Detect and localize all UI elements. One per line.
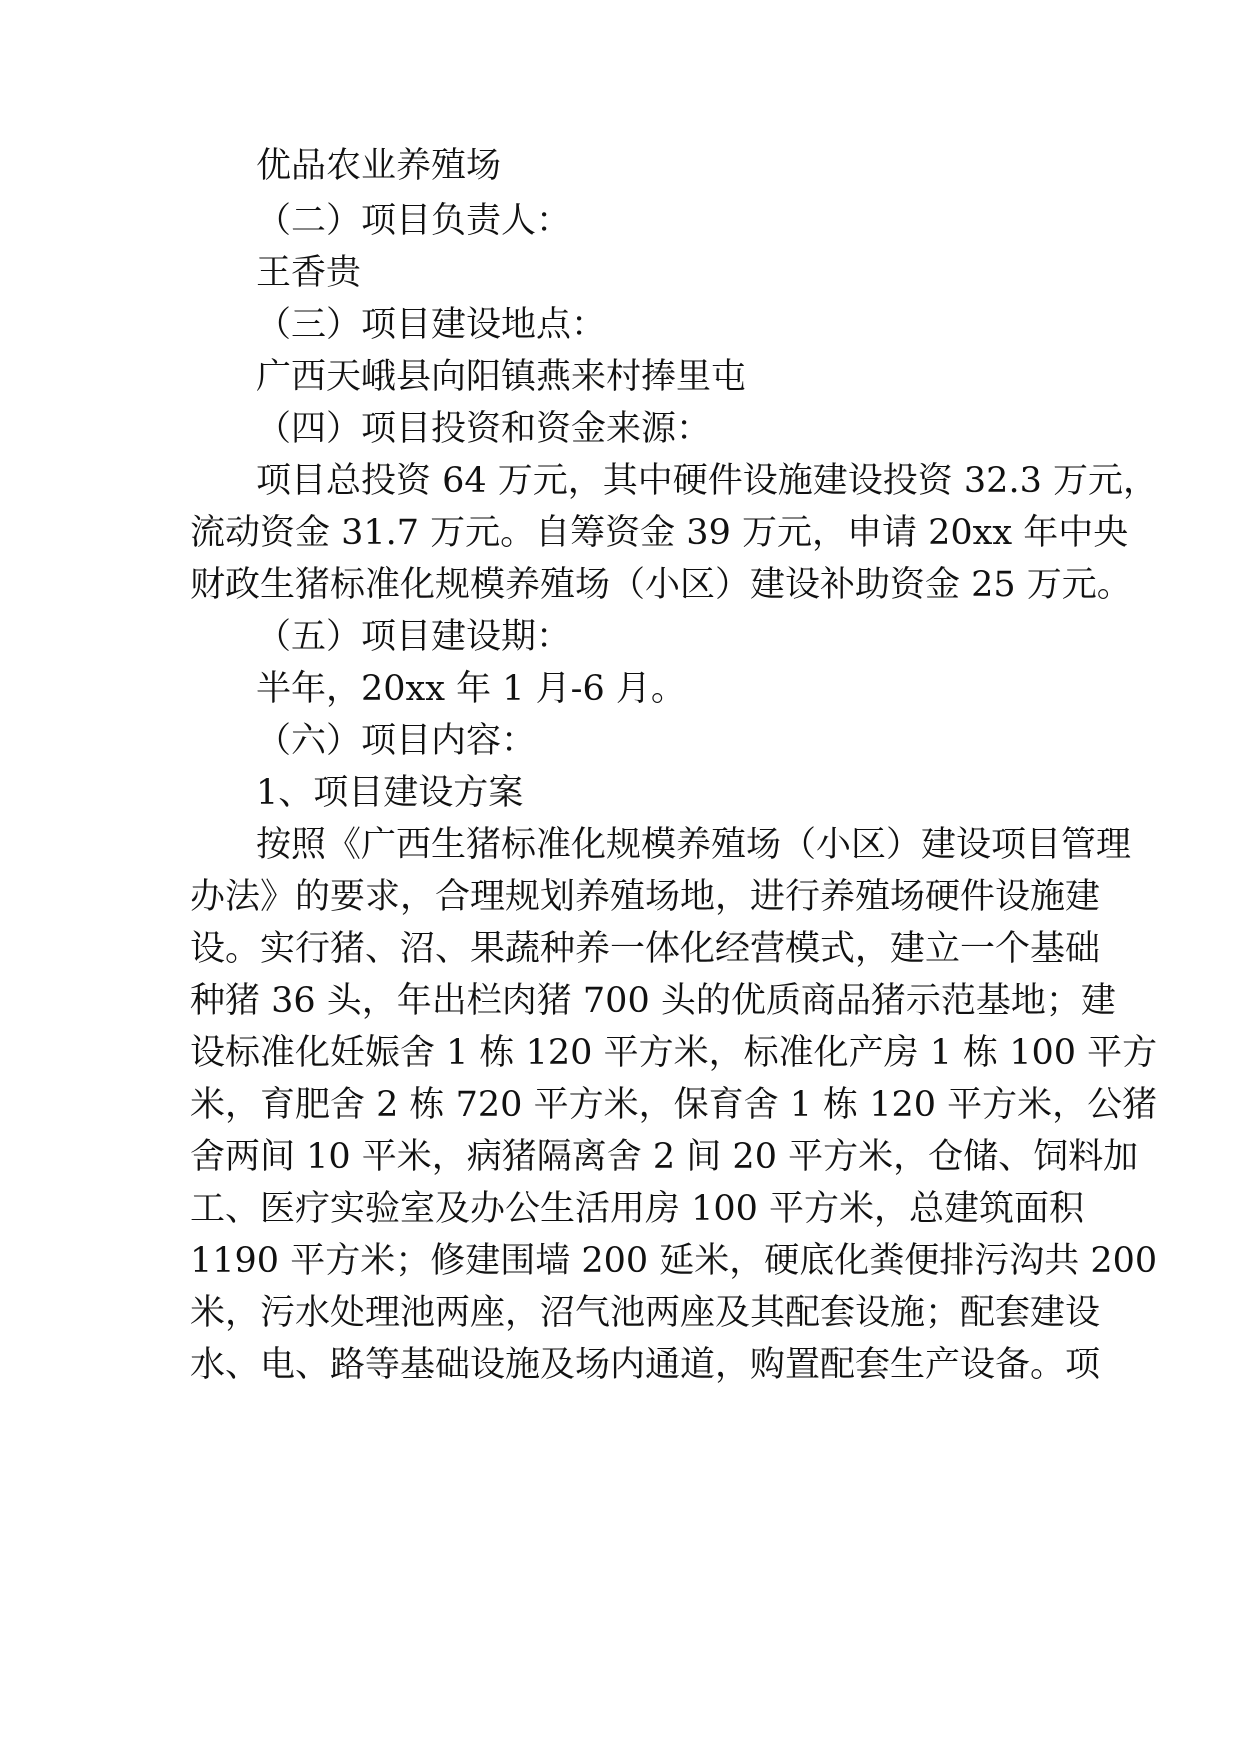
plan-paragraph-line: 办法》的要求，合理规划养殖场地，进行养殖场硬件设施建	[190, 877, 1101, 917]
plan-paragraph-line: 米，育肥舍 2 栋 720 平方米，保育舍 1 栋 120 平方米，公猪	[190, 1085, 1158, 1125]
plan-paragraph-line: 工、医疗实验室及办公生活用房 100 平方米，总建筑面积	[190, 1189, 1085, 1229]
section-heading-period: （五）项目建设期：	[256, 617, 572, 657]
section-heading-location: （三）项目建设地点：	[256, 305, 607, 345]
plan-paragraph-line: 设。实行猪、沼、果蔬种养一体化经营模式，建立一个基础	[190, 929, 1101, 969]
section-heading-investment: （四）项目投资和资金来源：	[256, 409, 712, 449]
plan-paragraph-line: 按照《广西生猪标准化规模养殖场（小区）建设项目管理	[256, 825, 1132, 865]
investment-paragraph-line: 流动资金 31.7 万元。自筹资金 39 万元，申请 20xx 年中央	[190, 513, 1129, 553]
section-heading-project-leader: （二）项目负责人：	[256, 201, 572, 241]
plan-paragraph-line: 种猪 36 头，年出栏肉猪 700 头的优质商品猪示范基地；建	[190, 981, 1116, 1021]
plan-paragraph-line: 水、电、路等基础设施及场内通道，购置配套生产设备。项	[190, 1345, 1101, 1385]
subsection-heading-plan: 1、项目建设方案	[256, 773, 524, 813]
construction-period: 半年，20xx 年 1 月-6 月。	[256, 669, 686, 709]
investment-paragraph-line: 项目总投资 64 万元，其中硬件设施建设投资 32.3 万元，	[256, 461, 1158, 501]
org-name-line: 优品农业养殖场	[256, 146, 502, 186]
project-location: 广西天峨县向阳镇燕来村捧里屯	[256, 357, 747, 397]
plan-paragraph-line: 舍两间 10 平米，病猪隔离舍 2 间 20 平方米，仓储、饲料加	[190, 1137, 1139, 1177]
project-leader-name: 王香贵	[256, 253, 362, 293]
plan-paragraph-line: 1190 平方米；修建围墙 200 延米，硬底化粪便排污沟共 200	[190, 1241, 1158, 1281]
plan-paragraph-line: 设标准化妊娠舍 1 栋 120 平方米，标准化产房 1 栋 100 平方	[190, 1033, 1158, 1073]
plan-paragraph-line: 米，污水处理池两座，沼气池两座及其配套设施；配套建设	[190, 1293, 1101, 1333]
section-heading-content: （六）项目内容：	[256, 721, 537, 761]
investment-paragraph-line: 财政生猪标准化规模养殖场（小区）建设补助资金 25 万元。	[190, 565, 1132, 605]
